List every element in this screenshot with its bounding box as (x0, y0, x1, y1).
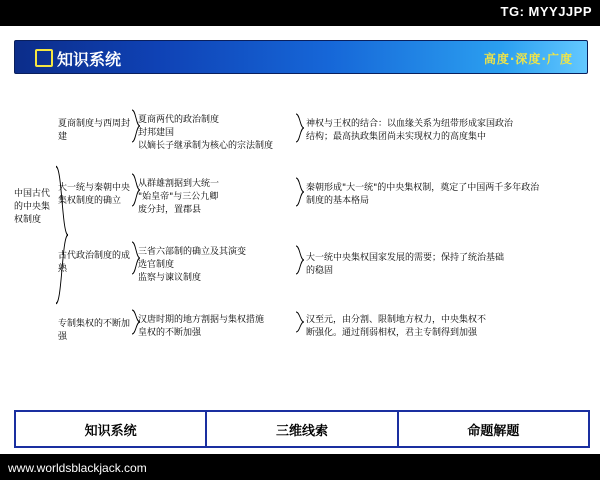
watermark-label: www.worldsblackjack.com (8, 461, 147, 475)
branch-3-level2-item-3: 监察与谏议制度 (138, 273, 202, 284)
branch-1-level2-item-1: 夏商两代的政治制度 (138, 115, 220, 125)
branch-1-level3 (306, 118, 546, 144)
footer-nav-table (14, 410, 590, 448)
branch-2-level3 (306, 182, 546, 208)
page-title: 知识系统 (57, 50, 122, 69)
branch-3-level2 (138, 246, 298, 285)
branch-1-level2-item-2: 封邦建国 (138, 128, 175, 139)
branch-3-level3 (306, 252, 546, 278)
branch-1-level3-line-1: 神权与王权的结合：以血缘关系为纽带形成家国政治 (306, 119, 514, 129)
footer-cell-problems[interactable]: 命题解题 (397, 412, 588, 446)
branch-4-level2 (138, 314, 298, 340)
branch-3-level3-line-1: 大一统中央集权国家发展的需要；保持了统治基础 (306, 253, 505, 263)
branch-4-level3-line-1: 汉至元，由分割、限制地方权力，中央集权不 (306, 315, 487, 325)
branch-1-level3-line-2: 结构；最高执政集团尚未实现权力的高度集中 (306, 132, 487, 143)
branch-2-level1: 大一统与秦朝中央集权制度的确立 (58, 183, 131, 207)
branch-2-level3-line-2: 制度的基本格局 (306, 196, 370, 207)
tag-label: TG: MYYJJPP (500, 4, 592, 19)
footer-cell-threads[interactable]: 三维线索 (205, 412, 396, 446)
branch-2-level2-item-3: 废分封，置郡县 (138, 205, 202, 216)
branch-3-level3-line-2: 的稳固 (306, 266, 334, 277)
footer-cell-knowledge[interactable]: 知识系统 (84, 423, 137, 439)
branch-4-level1: 专制集权的不断加强 (58, 319, 131, 343)
knowledge-diagram (0, 100, 600, 380)
branch-2-level2-item-2: "始皇帝"与三公九卿 (138, 192, 219, 203)
branch-4-level3-line-2: 断强化。通过削弱相权，君主专制得到加强 (306, 328, 478, 339)
branch-3-level2-item-2: 选官制度 (138, 260, 175, 271)
branch-2-level3-line-1: 秦朝形成"大一统"的中央集权制，奠定了中国两千多年政治 (306, 183, 540, 193)
branch-1-level2 (138, 114, 298, 153)
branch-1-level1: 夏商制度与西周封建 (58, 119, 131, 143)
branch-4-level2-item-2: 皇权的不断加强 (138, 328, 202, 339)
branch-1-level2-item-3: 以嫡长子继承制为核心的宗法制度 (138, 141, 274, 152)
branch-4-level3 (306, 314, 546, 340)
header-banner (14, 40, 588, 74)
diagram-root-label: 中国古代的中央集权制度 (14, 189, 51, 226)
branch-2-level2-item-1: 从群雄割据到大统一 (138, 179, 220, 189)
header-subtitle: 高度·深度·广度 (483, 52, 573, 66)
branch-3-level2-item-1: 三省六部制的确立及其演变 (138, 247, 247, 257)
branch-4-level2-item-1: 汉唐时期的地方割据与集权措施 (138, 315, 265, 325)
banner-marker-icon (35, 49, 53, 67)
branch-3-level1: 古代政治制度的成熟 (58, 251, 131, 275)
branch-2-level2 (138, 178, 298, 217)
